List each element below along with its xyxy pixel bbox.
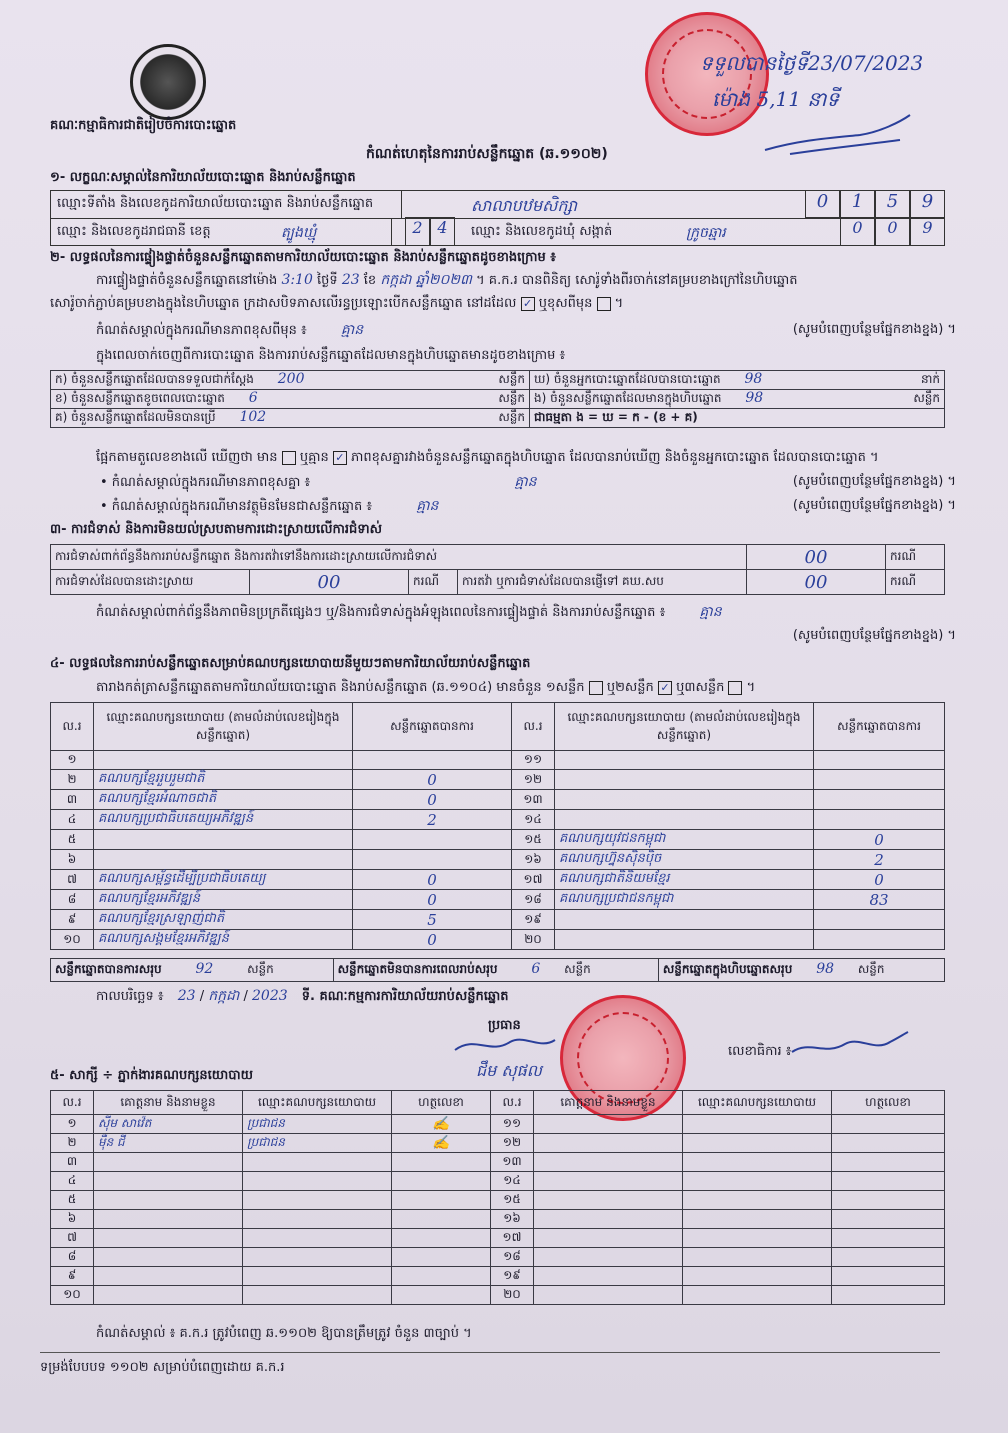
- row-number: ៥: [51, 1191, 94, 1210]
- election-form-page: គណៈកម្មាធិការជាតិរៀបចំការបោះឆ្នោត ទទួលបានថ្ងៃទី23/07/2023 ម៉ោង 5,11 នាទី កំណត់ហេតុនៃការរាប់សន្លឹកឆ្នោត (ឆ.១១០២) ១- លក្ខណៈសម្គាល់នៃការិយាល័យបោះឆ្នោត និងរាប់សន្លឹកឆ្នោត ឈ្មោះទីតាំង និងលេខកូដការិយាល័យបោះឆ្នោត និងរាប់សន្លឹកឆ្នោត សាលាបឋមសិក្សា ឈ្មោះ និងលេខកូដរាជធានី ខេត្ត ត្បូងឃ្មុំ ឈ្មោះ និងលេខកូដឃុំ សង្កាត់ ក្រូចឆ្មារ 0 1 5 9 2 4 0 0 9 ២- លទ្ធផលនៃការផ្ទៀងផ្ទាត់ចំនួនសន្លឹកឆ្នោតតាមការិយាល័យបោះឆ្នោត និងរាប់សន្លឹកឆ្នោតដូចខាងក្រោម ៖ ការផ្ទៀងផ្ទាត់ចំនួនសន្លឹកឆ្នោតនៅម៉ោង 3:10 ថ្ងៃទី 23 ខែ កក្កដា ឆ្នាំ២០២៣ ។ គ.ក.រ បានពិនិត្យ សោរ៉ូទាំងពីរចាក់នៅគម្របខាងក្រៅនៃហិបឆ្នោត សោរ៉ូចាក់ភ្ជាប់គម្របខាងក្នុងនៃហិបឆ្នោត ក្រដាសបិទភាសលើរន្ធប្រឡោះបើកសន្លឹកឆ្នោត នៅដដែល ✓ ឬខុសពីមុន ។ កំណត់សម្គាល់ក្នុងករណីមានភាពខុសពីមុន ៖ គ្មាន (សូមបំពេញបន្ថែមផ្នែកខាងខ្នង) ។ ក្នុងពេលចាក់ចេញពីការបោះឆ្នោត និងការរាប់សន្លឹកឆ្នោតដែលមានក្នុងហិបឆ្នោតមានដូចខាងក្រោម ៖ ក) ចំនួនសន្លឹកឆ្នោតដែលបានទទួលជាក់ស្តែង 200 សន្លឹក ឃ) ចំនួនអ្នកបោះឆ្នោតដែលបានបោះឆ្នោត 98 នាក់ ខ) ចំនួនសន្លឹកឆ្នោតខូចពេលបោះឆ្នោត 6 សន្លឹក ង) ចំនួនសន្លឹកឆ្នោតដែលមានក្នុងហិបឆ្នោត 98 សន្លឹក គ) ចំនួនសន្លឹកឆ្នោតដែលមិនបានប្រើ 102 សន្លឹក ជាធម្មតា ង = ឃ = ក - (ខ + គ) ផ្អែកតាមតួលេខខាងលើ ឃើញថា មាន ឬគ្មាន ✓ ភាពខុសគ្នារវាងចំនួនសន្លឹកឆ្នោតក្នុងហិបឆ្នោត ដែលបានរាប់ឃើញ និងចំនួនអ្នកបោះឆ្នោត ដែលបានបោះឆ្នោត ។ • កំណត់សម្គាល់ក្នុងករណីមានភាពខុសគ្នា ៖ គ្មាន (សូមបំពេញបន្ថែមផ្នែកខាងខ្នង) ។ • កំណត់សម្គាល់ក្នុងករណីមានវត្ថុមិនមែនជាសន្លឹកឆ្នោត ៖ គ្មាន (សូមបំពេញបន្ថែមផ្នែកខាងខ្នង) ។ ៣- ការជំទាស់ និងការមិនយល់ស្របតាមការដោះស្រាយលើការជំទាស់ ការជំទាស់ពាក់ព័ន្ធនឹងការរាប់សន្លឹកឆ្នោត និងការតវ៉ាទៅនឹងការដោះស្រាយលើការជំទាស់ 00 ករណី ការជំទាស់ដែលបានដោះស្រាយ 00 ករណី ការតវ៉ា ឬការជំទាស់ដែលបានផ្ញើទៅ គឃ.សប 00 ករណី កំណត់សម្គាល់ពាក់ព័ន្ធនឹងភាពមិនប្រក្រតីផ្សេងៗ ឬ/និងការជំទាស់ក្នុងអំឡុងពេលនៃការផ្ទៀងផ្ទាត់ និងការរាប់សន្លឹកឆ្នោត ៖ គ្មាន (សូមបំពេញបន្ថែមផ្នែកខាងខ្នង) ។ ៤- លទ្ធផលនៃការរាប់សន្លឹកឆ្នោតសម្រាប់គណបក្សនយោបាយនីមួយៗតាមការិយាល័យរាប់សន្លឹកឆ្នោត តារាងកត់ត្រាសន្លឹកឆ្នោតតាមការិយាល័យបោះឆ្នោត និងរាប់សន្លឹកឆ្នោត (ឆ.១១០៤) មានចំនួន ១សន្លឹក ឬ២សន្លឹក ✓ ឬ៣សន្លឹក ។ ល.រ ឈ្មោះគណបក្សនយោបាយ (តាមលំដាប់លេខរៀងក្នុងសន្លឹកឆ្នោត) សន្លឹកឆ្នោតបានការ ល.រ ឈ្មោះគណបក្សនយោបាយ (តាមលំដាប់លេខរៀងក្នុងសន្លឹកឆ្នោត) សន្លឹកឆ្នោតបានការ ១ ១១ ២ គណបក្សខ្មែររួបរួមជាតិ 0 ១២ ៣ គណបក្សខ្មែរអំណាចជាតិ 0 ១៣ ៤ គណបក្សប្រជាធិបតេយ្យអភិវឌ្ឍន៍ 2 ១៤ ៥ ១៥ គណបក្សយុវជនកម្ពុជា 0 ៦ ១៦ គណបក្សហ្វ៊ុនស៊ិនប៉ិច 2 ៧ គណបក្សសម្ព័ន្ធដើម្បីប្រជាធិបតេយ្យ 0 ១៧ គណបក្សជាតិនិយមខ្មែរ 0 ៨ គណបក្សខ្មែរអភិវឌ្ឍន៍ 0 ១៨ គណបក្សប្រជាជនកម្ពុជា 83 ៩ គណបក្សខ្មែរស្រឡាញ់ជាតិ 5 ១៩ ១០ គណបក្សសង្គមខ្មែរអភិវឌ្ឍន៍ 0 ២០ សន្លឹកឆ្នោតបានការសរុប 92 សន្លឹក សន្លឹកឆ្នោតមិនបានការពេលរាប់សរុប 6 សន្លឹក សន្លឹកឆ្នោតក្នុងហិបឆ្នោតសរុប 98 សន្លឹក កាលបរិច្ឆេទ ៖ 23 / កក្កដា / 2023 ទី. គណៈកម្មការការិយាល័យរាប់សន្លឹកឆ្នោត ប្រធាន ជឹម សុផល លេខាធិការ ៖ ៥- សាក្សី ÷ ភ្នាក់ងារគណបក្សនយោបាយ ល.រ គោត្តនាម និងនាមខ្លួន ឈ្មោះគណបក្សនយោបាយ ហត្ថលេខា ល.រ គោត្តនាម និងនាមខ្លួន ឈ្មោះគណបក្សនយោបាយ ហត្ថលេខា ១ ស៊ីម សាវ៉េត ប្រជាជន ✍ ១១ ២ ម៉ឺន ជី ប្រជាជន ✍ ១២ ៣ ១៣ ៤ ១៤ ៥ ១៥ ៦ ១៦ ៧ ១៧ ៨ ១៨ ៩ ១៩ ១០ ២០ កំណត់សម្គាល់ ៖ គ.ក.រ ត្រូវបំពេញ ឆ.១១០២ ឱ្យបានត្រឹមត្រូវ ចំនួន ៣ច្បាប់ ។ ទម្រង់បែបបទ ១១០២ សម្រាប់បំពេញដោយ គ.ក.រ: [0, 0, 1008, 1433]
- row-number: ១៨: [512, 890, 555, 910]
- party-votes: [814, 770, 945, 790]
- witness-party: [683, 1134, 832, 1153]
- same-checkbox[interactable]: ✓: [521, 297, 535, 311]
- witness-signature: [832, 1210, 945, 1229]
- party-votes: 0: [353, 930, 512, 950]
- result-row: [51, 930, 945, 950]
- row-number: ២០: [491, 1286, 534, 1305]
- two-sheets-checkbox[interactable]: ✓: [658, 681, 672, 695]
- location-label: ឈ្មោះទីតាំង និងលេខកូដការិយាល័យបោះឆ្នោត និងរាប់សន្លឹកឆ្នោត: [57, 196, 374, 211]
- party-name: [94, 850, 353, 870]
- totals-table: សន្លឹកឆ្នោតបានការសរុប 92 សន្លឹក សន្លឹកឆ្នោតមិនបានការពេលរាប់សរុប 6 សន្លឹក សន្លឹកឆ្នោតក្នុងហិបឆ្នោតសរុប 98 សន្លឹក: [50, 958, 945, 982]
- party-votes: 0: [814, 830, 945, 850]
- party-votes: [814, 751, 945, 770]
- row-number: ៧: [51, 1229, 94, 1248]
- witness-party: [243, 1248, 392, 1267]
- witness-name: ស៊ីម សាវ៉េត: [94, 1115, 243, 1134]
- row-number: ៦: [51, 850, 94, 870]
- row-number: ៣: [51, 790, 94, 810]
- verify-line: ការផ្ទៀងផ្ទាត់ចំនួនសន្លឹកឆ្នោតនៅម៉ោង 3:10 ថ្ងៃទី 23 ខែ កក្កដា ឆ្នាំ២០២៣ ។ គ.ក.រ បានពិនិត្យ សោរ៉ូទាំងពីរចាក់នៅគម្របខាងក្រៅនៃហិបឆ្នោត: [96, 272, 798, 288]
- counts-table: [50, 370, 945, 428]
- signature-scribble-top: [760, 110, 920, 160]
- different-checkbox[interactable]: [597, 297, 611, 311]
- footer-form-note: ទម្រង់បែបបទ ១១០២ សម្រាប់បំពេញដោយ គ.ក.រ: [40, 1360, 285, 1375]
- one-sheet-checkbox[interactable]: [589, 681, 603, 695]
- row-number: ១៦: [512, 850, 555, 870]
- witness-signature: [392, 1210, 491, 1229]
- commune-label: ឈ្មោះ និងលេខកូដឃុំ សង្កាត់: [471, 224, 613, 239]
- witness-party: [683, 1115, 832, 1134]
- row-number: ១៩: [491, 1267, 534, 1286]
- party-votes: 0: [353, 770, 512, 790]
- witness-table: ល.រ គោត្តនាម និងនាមខ្លួន ឈ្មោះគណបក្សនយោបាយ ហត្ថលេខា ល.រ គោត្តនាម និងនាមខ្លួន ឈ្មោះគណបក្សនយោបាយ ហត្ថលេខា ១ ស៊ីម សាវ៉េត ប្រជាជន ✍ ១១ ២ ម៉ឺន ជី ប្រជាជន ✍ ១២ ៣ ១៣ ៤ ១៤ ៥ ១៥ ៦ ១៦ ៧ ១៧ ៨ ១៨ ៩ ១៩ ១០ ២០: [50, 1090, 945, 1305]
- witness-row: [51, 1210, 945, 1229]
- chair-signature: [450, 1030, 560, 1060]
- party-votes: 2: [353, 810, 512, 830]
- party-votes: 0: [353, 790, 512, 810]
- has-difference-checkbox[interactable]: [282, 451, 296, 465]
- row-number: ១១: [512, 751, 555, 770]
- no-difference-checkbox[interactable]: ✓: [333, 451, 347, 465]
- party-name: គណបក្សខ្មែរអំណាចជាតិ: [94, 790, 353, 810]
- party-votes: [814, 790, 945, 810]
- witness-party: [683, 1191, 832, 1210]
- party-name: គណបក្សសង្គមខ្មែរអភិវឌ្ឍន៍: [94, 930, 353, 950]
- received-time-note: ម៉ោង 5,11 នាទី: [712, 87, 840, 111]
- witness-signature: [832, 1248, 945, 1267]
- witness-signature: [832, 1153, 945, 1172]
- row-number: ១១: [491, 1115, 534, 1134]
- witness-row: [51, 1134, 945, 1153]
- party-votes: [814, 910, 945, 930]
- irregularities-fill-hint: (សូមបំពេញបន្ថែមផ្នែកខាងខ្នង) ។: [792, 628, 956, 643]
- party-votes: [353, 850, 512, 870]
- witness-party: ប្រជាជន: [243, 1134, 392, 1153]
- witness-party: [243, 1210, 392, 1229]
- witness-signature: [392, 1153, 491, 1172]
- witness-row: [51, 1267, 945, 1286]
- witness-party: [683, 1248, 832, 1267]
- row-number: ៦: [51, 1210, 94, 1229]
- witness-party: [683, 1153, 832, 1172]
- diff-note-line: កំណត់សម្គាល់ក្នុងករណីមានភាពខុសពីមុន ៖ គ្មាន (សូមបំពេញបន្ថែមផ្នែកខាងខ្នង) ។: [96, 322, 956, 338]
- counts-intro: ក្នុងពេលចាក់ចេញពីការបោះឆ្នោត និងការរាប់សន្លឹកឆ្នោតដែលមានក្នុងហិបឆ្នោតមានដូចខាងក្រោម ៖: [96, 348, 566, 363]
- party-name: គណបក្សប្រជាជនកម្ពុជា: [555, 890, 814, 910]
- province-label: ឈ្មោះ និងលេខកូដរាជធានី ខេត្ត: [57, 224, 211, 239]
- witness-party: [683, 1229, 832, 1248]
- result-row: [51, 751, 945, 770]
- witness-name: [534, 1248, 683, 1267]
- witness-signature: [832, 1229, 945, 1248]
- secretary-label: លេខាធិការ ៖: [728, 1044, 792, 1059]
- row-number: ៤: [51, 810, 94, 830]
- party-name: [555, 790, 814, 810]
- row-number: ១៩: [512, 910, 555, 930]
- witness-party: [243, 1229, 392, 1248]
- party-name: គណបក្សយុវជនកម្ពុជា: [555, 830, 814, 850]
- witness-signature: [392, 1267, 491, 1286]
- witness-name: [534, 1210, 683, 1229]
- section2-title: ២- លទ្ធផលនៃការផ្ទៀងផ្ទាត់ចំនួនសន្លឹកឆ្នោតតាមការិយាល័យបោះឆ្នោត និងរាប់សន្លឹកឆ្នោតដូចខាងក្រោម ៖: [50, 250, 556, 265]
- party-name: គណបក្សសម្ព័ន្ធដើម្បីប្រជាធិបតេយ្យ: [94, 870, 353, 890]
- row-number: ៩: [51, 910, 94, 930]
- result-row: [51, 790, 945, 810]
- doc-title: កំណត់ហេតុនៃការរាប់សន្លឹកឆ្នោត (ឆ.១១០២): [366, 146, 608, 162]
- witness-name: [94, 1248, 243, 1267]
- witness-signature: [832, 1115, 945, 1134]
- section5-title: ៥- សាក្សី ÷ ភ្នាក់ងារគណបក្សនយោបាយ: [50, 1068, 253, 1083]
- witness-name: [94, 1267, 243, 1286]
- irregularities-note: កំណត់សម្គាល់ពាក់ព័ន្ធនឹងភាពមិនប្រក្រតីផ្សេងៗ ឬ/និងការជំទាស់ក្នុងអំឡុងពេលនៃការផ្ទៀងផ្ទាត់ និងការរាប់សន្លឹកឆ្នោត ៖ គ្មាន: [96, 604, 722, 620]
- witness-signature: [832, 1267, 945, 1286]
- party-name: គណបក្សជាតិនិយមខ្មែរ: [555, 870, 814, 890]
- compare-line: ផ្អែកតាមតួលេខខាងលើ ឃើញថា មាន ឬគ្មាន ✓ ភាពខុសគ្នារវាងចំនួនសន្លឹកឆ្នោតក្នុងហិបឆ្នោត ដែលបានរាប់ឃើញ និងចំនួនអ្នកបោះឆ្នោត ដែលបានបោះឆ្នោត ។: [96, 450, 879, 465]
- party-name: [555, 751, 814, 770]
- party-votes: [353, 830, 512, 850]
- org-name: គណៈកម្មាធិការជាតិរៀបចំការបោះឆ្នោត: [50, 118, 237, 133]
- witness-name: [534, 1229, 683, 1248]
- section3-title: ៣- ការជំទាស់ និងការមិនយល់ស្របតាមការដោះស្រាយលើការជំទាស់: [50, 522, 382, 537]
- party-name: [94, 751, 353, 770]
- party-name: [555, 930, 814, 950]
- row-number: ១០: [51, 1286, 94, 1305]
- party-votes: 0: [814, 870, 945, 890]
- witness-party: [683, 1172, 832, 1191]
- witness-name: [534, 1172, 683, 1191]
- party-name: គណបក្សខ្មែរស្រឡាញ់ជាតិ: [94, 910, 353, 930]
- witness-signature: [832, 1172, 945, 1191]
- row-number: ១: [51, 1115, 94, 1134]
- witness-signature: [392, 1172, 491, 1191]
- witness-row: [51, 1286, 945, 1305]
- witness-party: [683, 1267, 832, 1286]
- row-number: ៨: [51, 1248, 94, 1267]
- witness-name: [94, 1153, 243, 1172]
- row-number: ១៥: [491, 1191, 534, 1210]
- witness-name: [534, 1191, 683, 1210]
- row-number: ៩: [51, 1267, 94, 1286]
- section1-title: ១- លក្ខណៈសម្គាល់នៃការិយាល័យបោះឆ្នោត និងរាប់សន្លឹកឆ្នោត: [50, 170, 356, 185]
- results-table: ល.រ ឈ្មោះគណបក្សនយោបាយ (តាមលំដាប់លេខរៀងក្នុងសន្លឹកឆ្នោត) សន្លឹកឆ្នោតបានការ ល.រ ឈ្មោះគណបក្សនយោបាយ (តាមលំដាប់លេខរៀងក្នុងសន្លឹកឆ្នោត) សន្លឹកឆ្នោតបានការ ១ ១១ ២ គណបក្សខ្មែររួបរួមជាតិ 0 ១២ ៣ គណបក្សខ្មែរអំណាចជាតិ 0 ១៣ ៤ គណបក្សប្រជាធិបតេយ្យអភិវឌ្ឍន៍ 2 ១៤ ៥ ១៥ គណបក្សយុវជនកម្ពុជា 0 ៦ ១៦ គណបក្សហ្វ៊ុនស៊ិនប៉ិច 2 ៧ គណបក្សសម្ព័ន្ធដើម្បីប្រជាធិបតេយ្យ 0 ១៧ គណបក្សជាតិនិយមខ្មែរ 0 ៨ គណបក្សខ្មែរអភិវឌ្ឍន៍ 0 ១៨ គណបក្សប្រជាជនកម្ពុជា 83 ៩ គណបក្សខ្មែរស្រឡាញ់ជាតិ 5 ១៩ ១០ គណបក្សសង្គមខ្មែរអភិវឌ្ឍន៍ 0 ២០: [50, 702, 945, 950]
- witness-party: [243, 1267, 392, 1286]
- row-number: ១: [51, 751, 94, 770]
- witness-name: [534, 1134, 683, 1153]
- count-row: គ) ចំនួនសន្លឹកឆ្នោតដែលមិនបានប្រើ 102 សន្លឹក ជាធម្មតា ង = ឃ = ក - (ខ + គ): [51, 409, 945, 428]
- received-date-note: ទទួលបានថ្ងៃទី23/07/2023: [700, 51, 924, 75]
- row-number: ១៣: [512, 790, 555, 810]
- row-number: ១៥: [512, 830, 555, 850]
- witness-name: [534, 1267, 683, 1286]
- objections-table: ការជំទាស់ពាក់ព័ន្ធនឹងការរាប់សន្លឹកឆ្នោត និងការតវ៉ាទៅនឹងការដោះស្រាយលើការជំទាស់ 00 ករណី ការជំទាស់ដែលបានដោះស្រាយ 00 ករណី ការតវ៉ា ឬការជំទាស់ដែលបានផ្ញើទៅ គឃ.សប 00 ករណី: [50, 544, 945, 595]
- witness-party: [243, 1191, 392, 1210]
- witness-signature: [392, 1191, 491, 1210]
- witness-party: [683, 1286, 832, 1305]
- bullet-diff: • កំណត់សម្គាល់ក្នុងករណីមានភាពខុសគ្នា ៖ គ្មាន (សូមបំពេញបន្ថែមផ្នែកខាងខ្នង) ។: [100, 474, 956, 490]
- party-name: [555, 810, 814, 830]
- result-row: [51, 890, 945, 910]
- row-number: ១៤: [512, 810, 555, 830]
- result-row: [51, 910, 945, 930]
- witness-signature: [392, 1286, 491, 1305]
- party-votes: 2: [814, 850, 945, 870]
- witness-row: [51, 1115, 945, 1134]
- chair-label: ប្រធាន: [488, 1018, 521, 1033]
- party-name: [555, 910, 814, 930]
- party-votes: [814, 810, 945, 830]
- date-line: កាលបរិច្ឆេទ ៖ 23 / កក្កដា / 2023 ទី. គណៈកម្មការការិយាល័យរាប់សន្លឹកឆ្នោត: [96, 988, 509, 1004]
- party-votes: [353, 751, 512, 770]
- footnote: កំណត់សម្គាល់ ៖ គ.ក.រ ត្រូវបំពេញ ឆ.១១០២ ឱ្យបានត្រឹមត្រូវ ចំនួន ៣ច្បាប់ ។: [96, 1326, 472, 1341]
- result-row: [51, 810, 945, 830]
- witness-party: [683, 1210, 832, 1229]
- party-name: គណបក្សប្រជាធិបតេយ្យអភិវឌ្ឍន៍: [94, 810, 353, 830]
- witness-name: [534, 1115, 683, 1134]
- witness-party: [243, 1153, 392, 1172]
- witness-signature: [832, 1286, 945, 1305]
- row-number: ១៧: [491, 1229, 534, 1248]
- tally-sheet-line: តារាងកត់ត្រាសន្លឹកឆ្នោតតាមការិយាល័យបោះឆ្នោត និងរាប់សន្លឹកឆ្នោត (ឆ.១១០៤) មានចំនួន ១សន្លឹក ឬ២សន្លឹក ✓ ឬ៣សន្លឹក ។: [96, 680, 756, 695]
- row-number: ៥: [51, 830, 94, 850]
- witness-name: [94, 1210, 243, 1229]
- row-number: ១៨: [491, 1248, 534, 1267]
- witness-name: ម៉ឺន ជី: [94, 1134, 243, 1153]
- result-row: [51, 830, 945, 850]
- witness-row: [51, 1229, 945, 1248]
- secretary-signature: [790, 1030, 910, 1060]
- row-number: ៣: [51, 1153, 94, 1172]
- witness-row: [51, 1172, 945, 1191]
- section4-title: ៤- លទ្ធផលនៃការរាប់សន្លឹកឆ្នោតសម្រាប់គណបក្សនយោបាយនីមួយៗតាមការិយាល័យរាប់សន្លឹកឆ្នោត: [50, 656, 531, 671]
- row-number: ២: [51, 770, 94, 790]
- result-row: [51, 850, 945, 870]
- witness-party: ប្រជាជន: [243, 1115, 392, 1134]
- witness-signature: [832, 1191, 945, 1210]
- witness-signature: [392, 1248, 491, 1267]
- province-value: ត្បូងឃ្មុំ: [281, 225, 317, 241]
- three-sheets-checkbox[interactable]: [728, 681, 742, 695]
- row-number: ១៧: [512, 870, 555, 890]
- row-number: ៤: [51, 1172, 94, 1191]
- lock-line: សោរ៉ូចាក់ភ្ជាប់គម្របខាងក្នុងនៃហិបឆ្នោត ក្រដាសបិទភាសលើរន្ធប្រឡោះបើកសន្លឹកឆ្នោត នៅដដែល ✓ ឬខុសពីមុន ។: [50, 296, 624, 311]
- witness-party: [243, 1286, 392, 1305]
- count-row: ខ) ចំនួនសន្លឹកឆ្នោតខូចពេលបោះឆ្នោត 6 សន្លឹក ង) ចំនួនសន្លឹកឆ្នោតដែលមានក្នុងហិបឆ្នោត 98 សន្លឹក: [51, 390, 945, 409]
- witness-row: [51, 1153, 945, 1172]
- location-value: សាលាបឋមសិក្សា: [471, 196, 578, 215]
- result-row: [51, 870, 945, 890]
- bullet-objects: • កំណត់សម្គាល់ក្នុងករណីមានវត្ថុមិនមែនជាសន្លឹកឆ្នោត ៖ គ្មាន (សូមបំពេញបន្ថែមផ្នែកខាងខ្នង) ។: [100, 498, 956, 514]
- witness-name: [534, 1153, 683, 1172]
- nec-logo: [130, 44, 206, 120]
- count-row: ក) ចំនួនសន្លឹកឆ្នោតដែលបានទទួលជាក់ស្តែង 200 សន្លឹក ឃ) ចំនួនអ្នកបោះឆ្នោតដែលបានបោះឆ្នោត 98 នាក់: [51, 371, 945, 390]
- witness-row: [51, 1191, 945, 1210]
- party-name: [94, 830, 353, 850]
- witness-signature: [392, 1229, 491, 1248]
- witness-row: [51, 1248, 945, 1267]
- commune-value: ក្រូចឆ្មារ: [686, 225, 726, 241]
- row-number: ១៣: [491, 1153, 534, 1172]
- party-votes: [814, 930, 945, 950]
- row-number: ១៦: [491, 1210, 534, 1229]
- row-number: ១២: [491, 1134, 534, 1153]
- result-row: [51, 770, 945, 790]
- row-number: ១៤: [491, 1172, 534, 1191]
- row-number: ២: [51, 1134, 94, 1153]
- chair-name: ជឹម សុផល: [476, 1061, 543, 1080]
- row-number: ២០: [512, 930, 555, 950]
- party-name: [555, 770, 814, 790]
- party-votes: 5: [353, 910, 512, 930]
- party-votes: 0: [353, 870, 512, 890]
- witness-signature: ✍: [392, 1115, 491, 1134]
- row-number: ១០: [51, 930, 94, 950]
- row-number: ១២: [512, 770, 555, 790]
- row-number: ៨: [51, 890, 94, 910]
- witness-name: [534, 1286, 683, 1305]
- witness-signature: [832, 1134, 945, 1153]
- party-name: គណបក្សខ្មែរអភិវឌ្ឍន៍: [94, 890, 353, 910]
- witness-name: [94, 1191, 243, 1210]
- row-number: ៧: [51, 870, 94, 890]
- witness-signature: ✍: [392, 1134, 491, 1153]
- party-votes: 83: [814, 890, 945, 910]
- footer-divider: [40, 1352, 940, 1353]
- party-votes: 0: [353, 890, 512, 910]
- witness-name: [94, 1286, 243, 1305]
- witness-name: [94, 1229, 243, 1248]
- witness-name: [94, 1172, 243, 1191]
- witness-party: [243, 1172, 392, 1191]
- party-name: គណបក្សហ្វ៊ុនស៊ិនប៉ិច: [555, 850, 814, 870]
- party-name: គណបក្សខ្មែររួបរួមជាតិ: [94, 770, 353, 790]
